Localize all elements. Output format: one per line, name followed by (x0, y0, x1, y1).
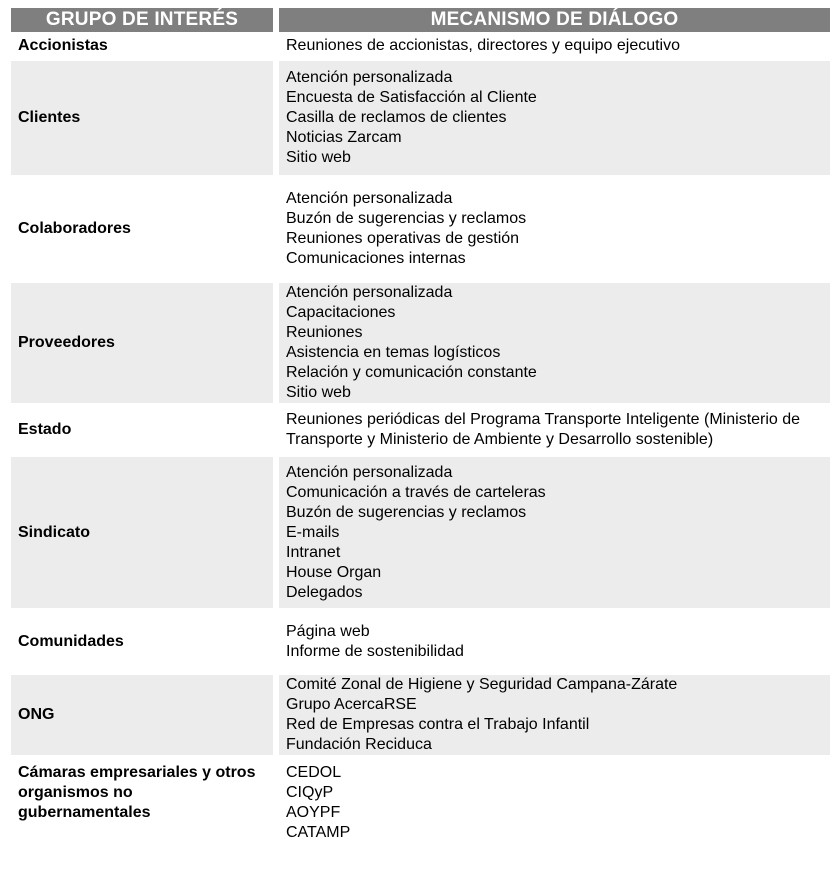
dialogue-mechanism-cell (279, 457, 830, 608)
dialogue-mechanism-item: Grupo AcercaRSE (286, 696, 417, 713)
dialogue-mechanism-item: Red de Empresas contra el Trabajo Infantil (286, 716, 590, 733)
stakeholder-group-cell: Estado (18, 421, 72, 438)
table-row (11, 675, 830, 755)
stakeholder-group-cell: Proveedores (11, 283, 273, 403)
dialogue-mechanism-cell (279, 675, 830, 755)
stakeholder-table (11, 8, 830, 851)
dialogue-mechanism-item: Comité Zonal de Higiene y Seguridad Campana-Zárate (286, 676, 678, 693)
dialogue-mechanism-item: Reuniones de accionistas, directores y equipo ejecutivo (286, 37, 681, 54)
table-row (11, 283, 830, 403)
table-row (11, 612, 830, 671)
dialogue-mechanism-item: Delegados (286, 583, 363, 601)
table-row (11, 457, 830, 608)
stakeholder-group-cell: Clientes (11, 61, 273, 175)
dialogue-mechanism-item: Comunicación a través de carteleras (286, 483, 546, 501)
table-header (11, 8, 830, 32)
dialogue-mechanism-item: Asistencia en temas logísticos (286, 344, 501, 361)
dialogue-mechanism-item: Buzón de sugerencias y reclamos (286, 503, 527, 521)
header-dialogue-mechanism: MECANISMO DE DIÁLOGO (279, 8, 830, 32)
table-row (11, 179, 830, 279)
stakeholder-group-cell: Comunidades (18, 632, 124, 650)
dialogue-mechanism-item: CIQyP (286, 784, 334, 801)
dialogue-mechanism-cell (279, 35, 830, 57)
dialogue-mechanism-cell (279, 759, 830, 847)
dialogue-mechanism-cell (279, 283, 830, 403)
table-row (11, 61, 830, 175)
dialogue-mechanism-item: CEDOL (286, 764, 342, 781)
dialogue-mechanism-item: Página web (286, 622, 370, 640)
dialogue-mechanism-item: CATAMP (286, 824, 351, 841)
dialogue-mechanism-item: Relación y comunicación constante (286, 364, 537, 381)
dialogue-mechanism-item: Encuesta de Satisfacción al Cliente (286, 89, 537, 106)
dialogue-mechanism-cell (279, 612, 830, 671)
dialogue-mechanism-item: Informe de sostenibilidad (286, 642, 464, 660)
dialogue-mechanism-item: Reuniones operativas de gestión (286, 230, 520, 247)
stakeholder-group-cell: ONG (11, 675, 273, 755)
dialogue-mechanism-item: Atención personalizada (286, 69, 453, 86)
dialogue-mechanism-item: Fundación Reciduca (286, 736, 432, 753)
stakeholder-group-cell: Sindicato (11, 457, 273, 608)
dialogue-mechanism-cell (279, 61, 830, 175)
dialogue-mechanism-item: Reuniones (286, 324, 363, 341)
dialogue-mechanism-item: Sitio web (286, 384, 351, 401)
dialogue-mechanism-item: Intranet (286, 543, 341, 561)
table-row (11, 35, 830, 57)
dialogue-mechanism-item: Atención personalizada (286, 190, 453, 207)
dialogue-mechanism-item: Atención personalizada (286, 463, 453, 481)
dialogue-mechanism-item: AOYPF (286, 804, 341, 821)
dialogue-mechanism-item: E-mails (286, 523, 340, 541)
dialogue-mechanism-item: Noticias Zarcam (286, 129, 402, 146)
dialogue-mechanism-cell (279, 407, 830, 453)
table-row (11, 407, 830, 453)
dialogue-mechanism-item: Buzón de sugerencias y reclamos (286, 210, 527, 227)
stakeholder-group-cell: Colaboradores (18, 220, 131, 237)
table-row (11, 759, 830, 847)
dialogue-mechanism-item: Sitio web (286, 149, 351, 166)
stakeholder-group-cell: Cámaras empresariales y otros organismos no gubernamentales (18, 764, 256, 821)
dialogue-mechanism-item: Comunicaciones internas (286, 250, 466, 267)
stakeholder-group-cell: Accionistas (18, 37, 108, 54)
dialogue-mechanism-item: Reuniones periódicas del Programa Transporte Inteligente (Ministerio de Transporte y Ministerio de Ambiente y Desarrollo sostenible) (286, 411, 801, 448)
dialogue-mechanism-item: House Organ (286, 563, 382, 581)
dialogue-mechanism-item: Casilla de reclamos de clientes (286, 109, 507, 126)
header-stakeholder-group: GRUPO DE INTERÉS (11, 8, 273, 32)
dialogue-mechanism-item: Capacitaciones (286, 304, 396, 321)
dialogue-mechanism-item: Atención personalizada (286, 284, 453, 301)
dialogue-mechanism-cell (279, 179, 830, 279)
